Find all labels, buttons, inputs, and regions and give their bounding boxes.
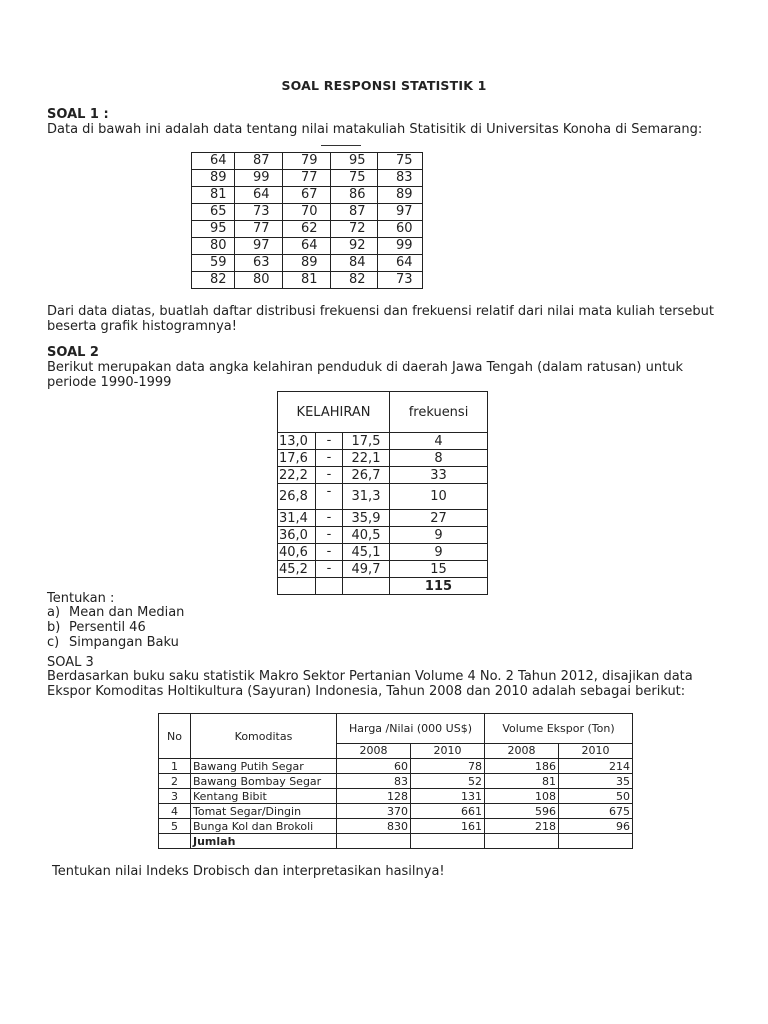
table-cell: 65 [192,204,235,221]
table-row [192,187,423,204]
soal1-intro: Data di bawah ini adalah data tentang nilai matakuliah Statisitik di Universitas Konoha di Semarang: [47,122,703,137]
table-row [159,774,633,789]
soal3-task: Tentukan nilai Indeks Drobisch dan interpretasikan hasilnya! [52,864,445,879]
table-cell: 89 [378,187,423,204]
table-row [192,272,423,289]
value-cell: 108 [485,789,559,804]
table-cell: - [316,544,343,561]
value-cell: 661 [411,804,485,819]
table-cell: 40,5 [343,527,390,544]
table-cell: 31,3 [343,484,390,510]
table-cell: 63 [235,255,283,272]
table-cell: 99 [378,238,423,255]
table-cell: 81 [192,187,235,204]
table-row [192,204,423,221]
table-cell: 92 [331,238,378,255]
table-cell: 22,1 [343,450,390,467]
soal2-heading: SOAL 2 [47,345,99,360]
table-cell: - [316,510,343,527]
value-cell: 214 [559,759,633,774]
list-text: Persentil 46 [69,620,146,635]
empty-cell [411,834,485,849]
table-cell: 99 [235,170,283,187]
table-cell: 17,5 [343,433,390,450]
list-item [47,620,184,635]
table-cell: 80 [235,272,283,289]
table-row [192,221,423,238]
jumlah-row [159,834,633,849]
table-cell: 83 [378,170,423,187]
soal2-frequency-table [277,391,488,595]
table-cell: - [316,467,343,484]
col-komoditas: Komoditas [191,714,337,759]
col-no: No [159,714,191,759]
value-cell: 370 [337,804,411,819]
row-number: 5 [159,819,191,834]
table-cell: 26,8 [278,484,316,510]
empty-cell [316,578,343,595]
table-cell: 77 [283,170,331,187]
empty-cell [159,834,191,849]
table-cell: 82 [192,272,235,289]
table-cell: 35,9 [343,510,390,527]
total-row [278,578,488,595]
year-cell: 2010 [411,743,485,758]
table-cell: 8 [390,450,488,467]
table-cell: 60 [378,221,423,238]
table-header-row [278,392,488,433]
table-cell: 81 [283,272,331,289]
empty-cell [343,578,390,595]
table-cell: - [316,450,343,467]
value-cell: 50 [559,789,633,804]
commodity-name: Kentang Bibit [191,789,337,804]
table-cell: 89 [192,170,235,187]
soal1-heading: SOAL 1 : [47,107,109,122]
table-row [278,510,488,527]
table-cell: - [316,484,343,510]
table-row [159,819,633,834]
table-cell: 64 [192,153,235,170]
table-cell: 9 [390,527,488,544]
table-cell: 13,0 [278,433,316,450]
table-row [278,527,488,544]
text-underline-mark [321,145,361,146]
table-cell: - [316,527,343,544]
table-cell: 64 [283,238,331,255]
table-row [159,759,633,774]
soal3-heading: SOAL 3 [47,655,94,670]
table-row [278,484,488,510]
value-cell: 52 [411,774,485,789]
table-cell: 40,6 [278,544,316,561]
table-cell: - [316,433,343,450]
soal1-task: Dari data diatas, buatlah daftar distribusi frekuensi dan frekuensi relatif dari nilai mata kuliah tersebut beserta grafik histogramnya! [47,304,714,334]
table-row [278,544,488,561]
soal3-intro: Berdasarkan buku saku statistik Makro Sektor Pertanian Volume 4 No. 2 Tahun 2012, disajikan data Ekspor Komoditas Holtikultura (Sayuran) Indonesia, Tahun 2008 dan 2010 adalah sebagai berikut: [47,669,693,699]
table-cell: 86 [331,187,378,204]
table-cell: 64 [378,255,423,272]
table-cell: 97 [235,238,283,255]
value-cell: 675 [559,804,633,819]
value-cell: 81 [485,774,559,789]
value-cell: 78 [411,759,485,774]
table-cell: 15 [390,561,488,578]
table-row [278,561,488,578]
table-cell: 87 [235,153,283,170]
table-cell: 64 [235,187,283,204]
table-cell: 17,6 [278,450,316,467]
value-cell: 218 [485,819,559,834]
value-cell: 131 [411,789,485,804]
value-cell: 596 [485,804,559,819]
soal2-intro: Berikut merupakan data angka kelahiran penduduk di daerah Jawa Tengah (dalam ratusan) untuk periode 1990-1999 [47,360,683,390]
table-row [192,255,423,272]
table-cell: 89 [283,255,331,272]
soal3-export-table [158,713,633,849]
col-kelahiran: KELAHIRAN [278,392,390,433]
table-cell: 95 [192,221,235,238]
table-cell: 73 [378,272,423,289]
table-cell: 45,2 [278,561,316,578]
year-cell: 2008 [337,743,411,758]
table-row [278,467,488,484]
table-row [192,238,423,255]
table-cell: 87 [331,204,378,221]
page-title: SOAL RESPONSI STATISTIK 1 [281,78,487,93]
value-cell: 83 [337,774,411,789]
table-cell: 10 [390,484,488,510]
commodity-name: Tomat Segar/Dingin [191,804,337,819]
value-cell: 830 [337,819,411,834]
empty-cell [278,578,316,595]
list-item [47,635,184,650]
empty-cell [337,834,411,849]
table-cell: - [316,561,343,578]
col-frekuensi: frekuensi [390,392,488,433]
empty-cell [485,834,559,849]
list-item [47,605,184,620]
value-cell: 128 [337,789,411,804]
table-row [192,170,423,187]
table-header-row [159,714,633,744]
row-number: 2 [159,774,191,789]
value-cell: 186 [485,759,559,774]
table-cell: 27 [390,510,488,527]
list-letter: b) [47,620,61,635]
commodity-name: Bunga Kol dan Brokoli [191,819,337,834]
table-cell: 77 [235,221,283,238]
table-cell: 9 [390,544,488,561]
table-cell: 59 [192,255,235,272]
soal1-data-table [191,152,423,289]
value-cell: 96 [559,819,633,834]
table-cell: 75 [331,170,378,187]
table-cell: 82 [331,272,378,289]
table-cell: 67 [283,187,331,204]
table-cell: 26,7 [343,467,390,484]
total-value: 115 [390,578,488,595]
table-cell: 84 [331,255,378,272]
jumlah-label: Jumlah [191,834,337,849]
col-harga: Harga /Nilai (000 US$) [337,714,485,744]
year-cell: 2010 [559,743,633,758]
value-cell: 60 [337,759,411,774]
soal2-task-list [47,605,184,650]
table-cell: 80 [192,238,235,255]
table-cell: 49,7 [343,561,390,578]
commodity-name: Bawang Putih Segar [191,759,337,774]
table-row [192,153,423,170]
table-row [278,450,488,467]
value-cell: 161 [411,819,485,834]
table-cell: 95 [331,153,378,170]
soal2-tentukan: Tentukan : [47,591,115,606]
table-cell: 79 [283,153,331,170]
list-text: Simpangan Baku [69,635,179,650]
table-row [159,789,633,804]
table-cell: 97 [378,204,423,221]
list-text: Mean dan Median [69,605,185,620]
table-row [278,433,488,450]
table-cell: 33 [390,467,488,484]
row-number: 3 [159,789,191,804]
table-cell: 4 [390,433,488,450]
table-cell: 45,1 [343,544,390,561]
row-number: 1 [159,759,191,774]
table-cell: 75 [378,153,423,170]
col-volume: Volume Ekspor (Ton) [485,714,633,744]
table-cell: 73 [235,204,283,221]
table-cell: 31,4 [278,510,316,527]
table-cell: 72 [331,221,378,238]
table-row [159,804,633,819]
table-cell: 36,0 [278,527,316,544]
list-letter: c) [47,635,60,650]
year-cell: 2008 [485,743,559,758]
list-letter: a) [47,605,61,620]
empty-cell [559,834,633,849]
table-cell: 70 [283,204,331,221]
value-cell: 35 [559,774,633,789]
table-cell: 62 [283,221,331,238]
table-cell: 22,2 [278,467,316,484]
row-number: 4 [159,804,191,819]
commodity-name: Bawang Bombay Segar [191,774,337,789]
